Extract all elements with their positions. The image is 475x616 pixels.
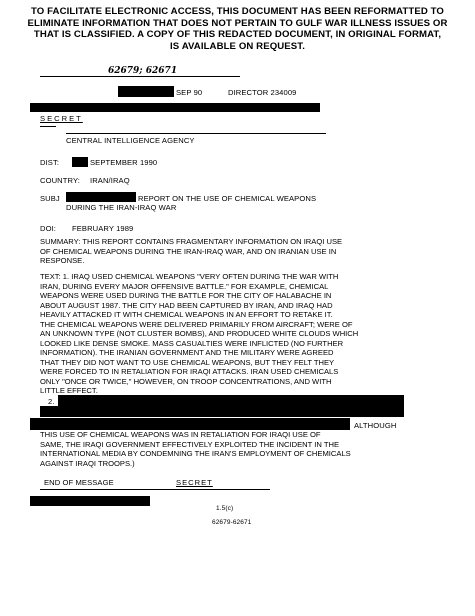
routing-director: DIRECTOR 234009: [228, 88, 297, 97]
dist-label: DIST:: [40, 158, 60, 167]
subj-label: SUBJ: [40, 194, 60, 203]
redaction-block: [66, 192, 136, 202]
classification-marking: SECRET: [40, 114, 83, 123]
reformat-notice: [0, 6, 475, 52]
text-line: TEXT: 1. IRAQ USED CHEMICAL WEAPONS "VERY OFTEN DURING THE WAR WITH: [40, 272, 339, 281]
text-line: INFORMATION). THE IRANIAN GOVERNMENT AND THE MILITARY WERE AGREED: [40, 348, 334, 357]
routing-date: SEP 90: [176, 88, 203, 97]
redaction-block: [30, 418, 350, 430]
country-label: COUNTRY:: [40, 176, 80, 185]
redaction-block: [118, 86, 174, 97]
text-line: LITTLE EFFECT.: [40, 386, 98, 395]
text-line: SAME, THE IRAQI GOVERNMENT EFFECTIVELY EXPLOITED THE INCIDENT IN THE: [40, 439, 340, 449]
exemption-code: 1.5(c): [216, 505, 234, 512]
dist-value: SEPTEMBER 1990: [90, 158, 158, 167]
summary-line: OF CHEMICAL WEAPONS DURING THE IRAN-IRAQ WAR, AND ON IRANIAN USE IN: [40, 246, 337, 256]
although-text: ALTHOUGH: [354, 421, 397, 430]
text-paragraph-1: [40, 272, 358, 396]
summary-line: SUMMARY: THIS REPORT CONTAINS FRAGMENTARY INFORMATION ON IRAQI USE: [40, 237, 343, 246]
text-line: HEAVILY ATTACKED IT WITH CHEMICAL WEAPONS IN AN EFFORT TO RETAKE IT.: [40, 310, 333, 319]
redaction-block: [30, 496, 150, 506]
text-line: WERE FORCED TO IN RETALIATION FOR IRAQI ATTACKS. IRAN USED CHEMICALS: [40, 367, 339, 376]
summary-line: RESPONSE.: [40, 256, 85, 265]
handwritten-doc-number: 62679; 62671: [108, 66, 178, 76]
rule: [40, 126, 56, 127]
doi-label: DOI:: [40, 224, 57, 233]
redaction-block: [40, 406, 404, 417]
end-of-message: END OF MESSAGE: [44, 478, 114, 487]
agency-name: CENTRAL INTELLIGENCE AGENCY: [66, 136, 195, 145]
doi-value: FEBRUARY 1989: [72, 224, 134, 233]
text-line: INTERNATIONAL MEDIA BY CONDEMNING THE IRAN'S EMPLOYMENT OF CHEMICALS: [40, 449, 351, 458]
classification-marking-bottom: SECRET: [176, 478, 213, 487]
redaction-block: [72, 157, 88, 167]
text-line: AN UNKNOWN TYPE (NOT CLUSTER BOMBS), AND PRODUCED WHITE CLOUDS WHICH: [40, 329, 359, 338]
text-line: IRAN, DURING EVERY MAJOR OFFENSIVE BATTLE." FOR EXAMPLE, CHEMICAL: [40, 281, 329, 291]
text-line: WEAPONS WERE USED DURING THE BATTLE FOR THE CITY OF HALABACHE IN: [40, 291, 332, 300]
text-paragraph-2: [40, 430, 351, 468]
handwritten-underline: [40, 76, 240, 77]
rule: [40, 489, 270, 490]
notice-line: THAT IS CLASSIFIED. A COPY OF THIS REDACTED DOCUMENT, IN ORIGINAL FORMAT,: [33, 29, 442, 40]
rule: [66, 133, 326, 134]
text-line: THIS USE OF CHEMICAL WEAPONS WAS IN RETALIATION FOR IRAQI USE OF: [40, 430, 321, 439]
paragraph-2-number: 2.: [48, 397, 55, 406]
subj-line-2: DURING THE IRAN-IRAQ WAR: [66, 203, 177, 212]
country-value: IRAN/IRAQ: [90, 176, 130, 185]
text-line: LOOKED LIKE DENSE SMOKE. MASS CASUALTIES WERE INFLICTED (NO FURTHER: [40, 338, 344, 348]
redaction-block: [30, 103, 320, 112]
notice-line: IS AVAILABLE ON REQUEST.: [170, 40, 305, 52]
subj-line-1: REPORT ON THE USE OF CHEMICAL WEAPONS: [138, 194, 317, 203]
summary-paragraph: [40, 237, 342, 266]
text-line: THE CHEMICAL WEAPONS WERE DELIVERED PRIMARILY FROM AIRCRAFT; WERE OF: [40, 319, 353, 329]
redaction-block: [58, 395, 404, 406]
text-line: THAT THEY DID NOT WANT TO USE CHEMICAL WEAPONS, BUT THEY FELT THEY: [40, 357, 335, 367]
notice-line: TO FACILITATE ELECTRONIC ACCESS, THIS DOCUMENT HAS BEEN REFORMATTED TO: [31, 6, 444, 17]
document-ids: 62679-62671: [212, 519, 252, 526]
text-line: AGAINST IRAQI TROOPS.): [40, 458, 135, 468]
notice-line: ELIMINATE INFORMATION THAT DOES NOT PERTAIN TO GULF WAR ILLNESS ISSUES OR: [27, 17, 448, 29]
text-line: ABOUT AUGUST 1987. THE CITY HAD BEEN CAPTURED BY IRAN, AND IRAQ HAD: [40, 300, 333, 310]
text-line: ONLY "ONCE OR TWICE," HOWEVER, ON TROOP CONCENTRATIONS, AND WITH: [40, 376, 332, 386]
